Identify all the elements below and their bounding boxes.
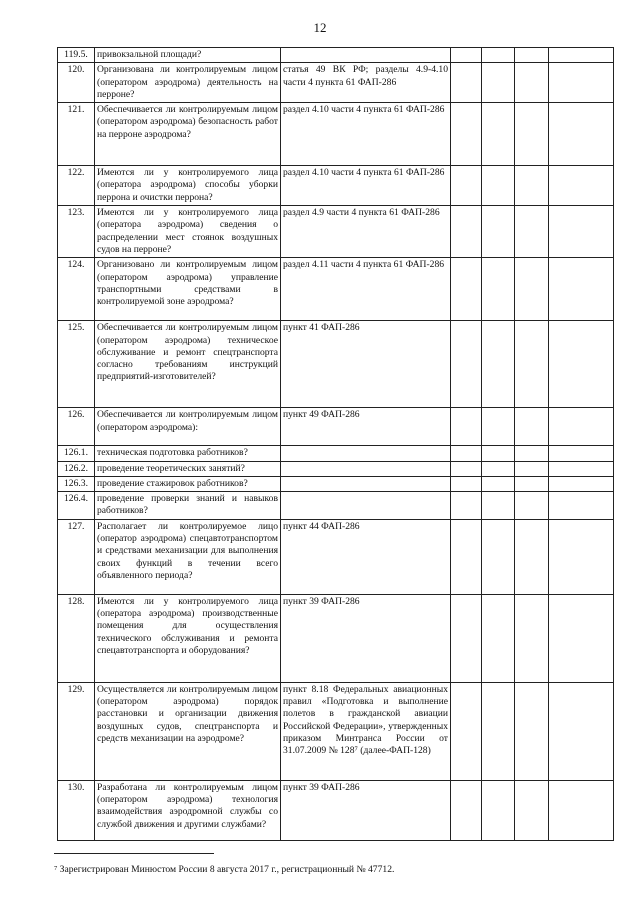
answer-yes-cell xyxy=(451,594,482,682)
note-cell xyxy=(549,682,614,780)
answer-na-cell xyxy=(515,594,549,682)
answer-na-cell xyxy=(515,166,549,206)
row-number: 126.3. xyxy=(58,476,95,491)
row-reference: пункт 39 ФАП-286 xyxy=(281,780,451,840)
checklist-table xyxy=(57,47,614,841)
table-row xyxy=(58,258,614,321)
answer-no-cell xyxy=(482,48,515,63)
row-number: 129. xyxy=(58,682,95,780)
row-question: Организовано ли контролируемым лицом (оператором аэродрома) управление транспортными средствами в контролируемой зоне аэродрома? xyxy=(95,258,281,321)
row-number: 128. xyxy=(58,594,95,682)
row-number: 121. xyxy=(58,103,95,166)
checklist-rows xyxy=(58,48,614,841)
answer-no-cell xyxy=(482,63,515,103)
row-question: проведение проверки знаний и навыков работников? xyxy=(95,492,281,520)
answer-no-cell xyxy=(482,258,515,321)
answer-yes-cell xyxy=(451,166,482,206)
table-row xyxy=(58,594,614,682)
row-number: 126.1. xyxy=(58,446,95,461)
row-question: Обеспечивается ли контролируемым лицом (оператором аэродрома) техническое обслуживание и ремонт спецтранспорта согласно требованиям инструкций предприятий-изготовителей? xyxy=(95,321,281,408)
answer-na-cell xyxy=(515,780,549,840)
note-cell xyxy=(549,492,614,520)
table-row xyxy=(58,519,614,594)
row-reference: раздел 4.11 части 4 пункта 61 ФАП-286 xyxy=(281,258,451,321)
answer-yes-cell xyxy=(451,476,482,491)
note-cell xyxy=(549,594,614,682)
answer-no-cell xyxy=(482,446,515,461)
table-row xyxy=(58,321,614,408)
answer-yes-cell xyxy=(451,461,482,476)
footnote-text: Зарегистрирован Минюстом России 8 августа 2017 г., регистрационный № 47712. xyxy=(59,864,395,875)
table-row xyxy=(58,446,614,461)
answer-na-cell xyxy=(515,48,549,63)
row-number: 126. xyxy=(58,408,95,446)
answer-yes-cell xyxy=(451,682,482,780)
row-number: 125. xyxy=(58,321,95,408)
row-reference xyxy=(281,48,451,63)
answer-na-cell xyxy=(515,63,549,103)
answer-yes-cell xyxy=(451,206,482,258)
row-question: Обеспечивается ли контролируемым лицом (оператором аэродрома) безопасность работ на перроне аэродрома? xyxy=(95,103,281,166)
table-row xyxy=(58,48,614,63)
answer-yes-cell xyxy=(451,258,482,321)
row-reference: раздел 4.9 части 4 пункта 61 ФАП-286 xyxy=(281,206,451,258)
answer-yes-cell xyxy=(451,492,482,520)
table-row xyxy=(58,408,614,446)
note-cell xyxy=(549,446,614,461)
row-question: проведение теоретических занятий? xyxy=(95,461,281,476)
answer-na-cell xyxy=(515,492,549,520)
table-row xyxy=(58,103,614,166)
answer-no-cell xyxy=(482,682,515,780)
row-number: 130. xyxy=(58,780,95,840)
row-question: Имеются ли у контролируемого лица (оператора аэродрома) способы уборки перрона и очистки перрона? xyxy=(95,166,281,206)
note-cell xyxy=(549,408,614,446)
note-cell xyxy=(549,258,614,321)
answer-na-cell xyxy=(515,408,549,446)
answer-na-cell xyxy=(515,446,549,461)
answer-no-cell xyxy=(482,780,515,840)
table-row xyxy=(58,63,614,103)
row-reference xyxy=(281,476,451,491)
row-reference: пункт 41 ФАП-286 xyxy=(281,321,451,408)
row-number: 122. xyxy=(58,166,95,206)
row-reference: статья 49 ВК РФ; разделы 4.9-4.10 части 4 пункта 61 ФАП-286 xyxy=(281,63,451,103)
row-question: Обеспечивается ли контролируемым лицом (оператором аэродрома): xyxy=(95,408,281,446)
row-question: Имеются ли у контролируемого лица (оператора аэродрома) сведения о распределении мест стоянок воздушных судов на перроне? xyxy=(95,206,281,258)
answer-yes-cell xyxy=(451,780,482,840)
row-reference: пункт 44 ФАП-286 xyxy=(281,519,451,594)
answer-na-cell xyxy=(515,321,549,408)
row-number: 123. xyxy=(58,206,95,258)
answer-na-cell xyxy=(515,206,549,258)
row-question: привокзальной площади? xyxy=(95,48,281,63)
note-cell xyxy=(549,166,614,206)
row-reference: раздел 4.10 части 4 пункта 61 ФАП-286 xyxy=(281,103,451,166)
row-reference: пункт 8.18 Федеральных авиационных правил «Подготовка и выполнение полетов в гражданской авиации Российской Федерации», утвержденных приказом Минтранса России от 31.07.2009 № 128⁷ (далее-ФАП-128) xyxy=(281,682,451,780)
table-row xyxy=(58,166,614,206)
note-cell xyxy=(549,48,614,63)
row-question: Располагает ли контролируемое лицо (оператор аэродрома) спецавтотранспортом и средствами механизации для выполнения своих функций в течении всего объявленного периода? xyxy=(95,519,281,594)
table-row xyxy=(58,476,614,491)
page-number: 12 xyxy=(313,20,327,35)
note-cell xyxy=(549,476,614,491)
row-number: 119.5. xyxy=(58,48,95,63)
answer-yes-cell xyxy=(451,446,482,461)
note-cell xyxy=(549,321,614,408)
row-question: Разработана ли контролируемым лицом (оператором аэродрома) технология взаимодействия аэродромной службы со службой движения и другими службами? xyxy=(95,780,281,840)
answer-yes-cell xyxy=(451,48,482,63)
answer-na-cell xyxy=(515,103,549,166)
row-reference: раздел 4.10 части 4 пункта 61 ФАП-286 xyxy=(281,166,451,206)
row-number: 124. xyxy=(58,258,95,321)
answer-yes-cell xyxy=(451,408,482,446)
answer-na-cell xyxy=(515,682,549,780)
answer-no-cell xyxy=(482,166,515,206)
row-number: 126.4. xyxy=(58,492,95,520)
answer-no-cell xyxy=(482,321,515,408)
answer-no-cell xyxy=(482,492,515,520)
answer-no-cell xyxy=(482,461,515,476)
answer-na-cell xyxy=(515,461,549,476)
table-row xyxy=(58,492,614,520)
note-cell xyxy=(549,461,614,476)
row-number: 126.2. xyxy=(58,461,95,476)
answer-no-cell xyxy=(482,206,515,258)
answer-no-cell xyxy=(482,594,515,682)
note-cell xyxy=(549,103,614,166)
row-reference: пункт 49 ФАП-286 xyxy=(281,408,451,446)
footnote xyxy=(54,864,394,876)
footnote-marker: 7 xyxy=(54,865,58,872)
answer-yes-cell xyxy=(451,321,482,408)
row-number: 120. xyxy=(58,63,95,103)
row-number: 127. xyxy=(58,519,95,594)
answer-na-cell xyxy=(515,258,549,321)
answer-no-cell xyxy=(482,519,515,594)
answer-na-cell xyxy=(515,476,549,491)
answer-no-cell xyxy=(482,408,515,446)
row-question: Имеются ли у контролируемого лица (оператора аэродрома) производственные помещения для осуществления технического обслуживания и ремонта спецавтотранспорта и оборудования? xyxy=(95,594,281,682)
row-question: Организована ли контролируемым лицом (оператором аэродрома) деятельность на перроне? xyxy=(95,63,281,103)
answer-yes-cell xyxy=(451,63,482,103)
row-reference xyxy=(281,446,451,461)
table-row xyxy=(58,206,614,258)
note-cell xyxy=(549,780,614,840)
answer-yes-cell xyxy=(451,519,482,594)
row-reference: пункт 39 ФАП-286 xyxy=(281,594,451,682)
answer-no-cell xyxy=(482,476,515,491)
table-row xyxy=(58,780,614,840)
footnote-divider xyxy=(54,853,214,854)
note-cell xyxy=(549,206,614,258)
table-row xyxy=(58,682,614,780)
row-reference xyxy=(281,461,451,476)
row-reference xyxy=(281,492,451,520)
table-row xyxy=(58,461,614,476)
answer-na-cell xyxy=(515,519,549,594)
answer-no-cell xyxy=(482,103,515,166)
note-cell xyxy=(549,519,614,594)
row-question: техническая подготовка работников? xyxy=(95,446,281,461)
note-cell xyxy=(549,63,614,103)
row-question: Осуществляется ли контролируемым лицом (оператором аэродрома) порядок расстановки и организации движения воздушных судов, спецтранспорта и средств механизации на аэродроме? xyxy=(95,682,281,780)
answer-yes-cell xyxy=(451,103,482,166)
row-question: проведение стажировок работников? xyxy=(95,476,281,491)
